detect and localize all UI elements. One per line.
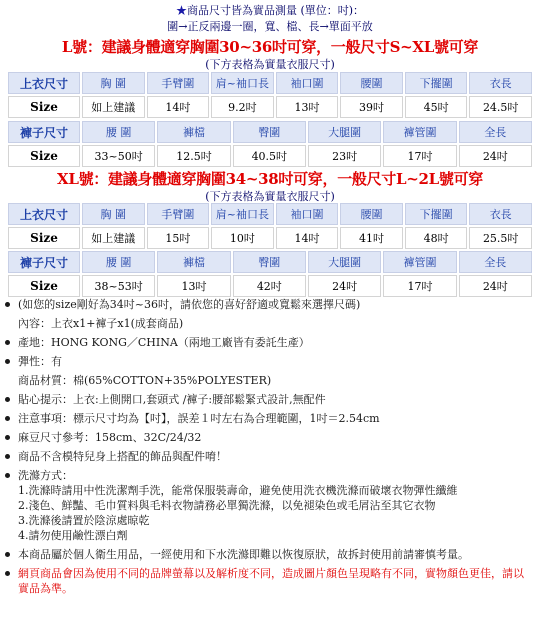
table-header-cell: 上衣尺寸 (8, 72, 80, 94)
measure-method-note: 圍→正反兩邊一圈，寬、檔、長→單面平放 (167, 20, 373, 33)
size-xl-bottom-table (6, 249, 534, 299)
table-header-cell: 胸 圍 (82, 203, 145, 225)
table-header-cell: 手臂圍 (147, 203, 210, 225)
table-header-cell: 全長 (459, 251, 532, 273)
size-xl-title: XL號：建議身體適穿胸圍34~38吋可穿，一般尺寸L~2L號可穿 (56, 170, 483, 188)
table-header-row (8, 251, 532, 273)
table-cell: 如上建議 (82, 227, 145, 249)
table-row (8, 227, 532, 249)
hygiene-text: 本商品屬於個人衛生用品，一經使用和下水洗滌即難以恢復原狀，故拆封使用前請審慎考量。 (18, 548, 469, 561)
table-cell: 23吋 (308, 145, 381, 167)
table-header-cell: 大腿圍 (308, 121, 381, 143)
table-cell: 如上建議 (82, 96, 145, 118)
list-item (0, 335, 530, 350)
list-item (0, 566, 530, 596)
table-cell: 40.5吋 (233, 145, 306, 167)
list-item (0, 316, 530, 331)
origin-text: 產地：HONG KONG／CHINA（兩地工廠皆有委託生產） (18, 336, 310, 349)
list-item (0, 297, 530, 312)
bullet-icon (5, 397, 10, 402)
table-cell: Size (8, 145, 80, 167)
table-header-cell: 褲管圍 (383, 121, 456, 143)
table-cell: Size (8, 275, 80, 297)
table-cell: 24吋 (459, 275, 532, 297)
table-cell: 41吋 (340, 227, 403, 249)
model-size-text: 麻豆尺寸參考：158cm、32C/24/32 (18, 431, 202, 444)
table-cell: 38~53吋 (82, 275, 155, 297)
table-cell: 17吋 (383, 275, 456, 297)
material-text: 商品材質：棉(65%COTTON+35%POLYESTER) (18, 374, 272, 387)
elastic-text: 彈性：有 (18, 355, 62, 368)
bullet-icon (5, 359, 10, 364)
list-item (0, 354, 530, 369)
list-item (0, 468, 530, 543)
table-cell: 14吋 (276, 227, 339, 249)
table-header-cell: 肩~袖口長 (211, 72, 274, 94)
table-cell: Size (8, 227, 80, 249)
wash-step: 2.淺色、鮮豔、毛巾質料與毛料衣物請務必單獨洗滌，以免褪染色或毛屑沾至其它衣物 (18, 499, 436, 512)
table-row (8, 275, 532, 297)
bullet-icon (5, 340, 10, 345)
wash-step: 4.請勿使用鹼性漂白劑 (18, 529, 128, 542)
size-l-subtitle: (下方表格為實量衣服尺寸) (205, 58, 335, 71)
table-header-cell: 褲檔 (157, 121, 230, 143)
content-text: 內容：上衣x1+褲子x1(成套商品) (18, 317, 184, 330)
table-row (8, 145, 532, 167)
list-item (0, 547, 530, 562)
table-header-cell: 袖口圍 (276, 72, 339, 94)
size-l-top-table (6, 70, 534, 120)
measure-unit-note: ★商品尺寸皆為實品測量 (單位：吋)： (175, 4, 365, 17)
table-header-cell: 褲檔 (157, 251, 230, 273)
table-cell: 13吋 (157, 275, 230, 297)
table-header-cell: 衣長 (469, 72, 532, 94)
table-cell: 14吋 (147, 96, 210, 118)
table-row (8, 96, 532, 118)
size-l-title: L號：建議身體適穿胸圍30~36吋可穿，一般尺寸S~XL號可穿 (61, 38, 479, 56)
table-header-cell: 褲子尺寸 (8, 251, 80, 273)
table-cell: 39吋 (340, 96, 403, 118)
table-cell: 42吋 (233, 275, 306, 297)
table-header-row (8, 72, 532, 94)
table-header-cell: 褲管圍 (383, 251, 456, 273)
wash-title: 洗滌方式： (18, 469, 73, 482)
star-icon: ★ (175, 4, 187, 17)
bullet-icon (5, 416, 10, 421)
size-l-bottom-table (6, 119, 534, 169)
color-disclaimer-text: 網頁商品會因為使用不同的品牌螢幕以及解析度不同，造成圖片顏色呈現略有不同，實物顏色更佳，請以實品為準。 (18, 567, 524, 595)
accessories-text: 商品不含模特兒身上搭配的飾品與配件唷！ (18, 450, 227, 463)
table-header-cell: 上衣尺寸 (8, 203, 80, 225)
table-cell: 25.5吋 (469, 227, 532, 249)
table-header-cell: 臀圍 (233, 121, 306, 143)
list-item (0, 449, 530, 464)
table-cell: 33~50吋 (82, 145, 155, 167)
table-header-cell: 全長 (459, 121, 532, 143)
table-cell: Size (8, 96, 80, 118)
table-cell: 9.2吋 (211, 96, 274, 118)
product-notes-list (0, 297, 530, 600)
wash-step: 1.洗滌時請用中性洗潔劑手洗，能常保服裝壽命，避免使用洗衣機洗滌而破壞衣物彈性纖維 (18, 484, 458, 497)
table-cell: 17吋 (383, 145, 456, 167)
tip-text: 貼心提示：上衣:上側開口,套頭式 /褲子:腰部鬆緊式設計,無配件 (18, 393, 326, 406)
table-cell: 15吋 (147, 227, 210, 249)
list-item (0, 392, 530, 407)
caution-text: 注意事項：標示尺寸均為【吋】，誤差１吋左右為合理範圍，1吋＝2.54cm (18, 412, 380, 425)
table-header-cell: 大腿圍 (308, 251, 381, 273)
table-cell: 48吋 (405, 227, 468, 249)
table-header-cell: 手臂圍 (147, 72, 210, 94)
list-item (0, 411, 530, 426)
table-header-cell: 胸 圍 (82, 72, 145, 94)
bullet-icon (5, 302, 10, 307)
table-cell: 13吋 (276, 96, 339, 118)
table-header-cell: 袖口圍 (276, 203, 339, 225)
table-header-cell: 臀圍 (233, 251, 306, 273)
table-header-cell: 肩~袖口長 (211, 203, 274, 225)
bullet-icon (5, 552, 10, 557)
size-xl-subtitle: (下方表格為實量衣服尺寸) (205, 190, 335, 203)
table-header-cell: 褲子尺寸 (8, 121, 80, 143)
table-header-cell: 下擺圍 (405, 203, 468, 225)
bullet-icon (5, 454, 10, 459)
table-cell: 24吋 (459, 145, 532, 167)
table-cell: 10吋 (211, 227, 274, 249)
table-cell: 24吋 (308, 275, 381, 297)
table-header-row (8, 121, 532, 143)
wash-step: 3.洗滌後請置於陰涼處晾乾 (18, 514, 150, 527)
table-cell: 45吋 (405, 96, 468, 118)
table-cell: 24.5吋 (469, 96, 532, 118)
bullet-icon (5, 473, 10, 478)
table-header-cell: 腰圍 (340, 203, 403, 225)
bullet-icon (5, 435, 10, 440)
table-header-row (8, 203, 532, 225)
table-header-cell: 腰 圍 (82, 251, 155, 273)
table-header-cell: 腰 圍 (82, 121, 155, 143)
table-cell: 12.5吋 (157, 145, 230, 167)
size-hint-text: (如您的size剛好為34吋~36吋，請依您的喜好舒適或寬鬆來選擇尺碼) (18, 298, 361, 311)
table-header-cell: 下擺圍 (405, 72, 468, 94)
list-item (0, 430, 530, 445)
list-item (0, 373, 530, 388)
size-xl-top-table (6, 201, 534, 251)
table-header-cell: 衣長 (469, 203, 532, 225)
bullet-icon (5, 571, 10, 576)
table-header-cell: 腰圍 (340, 72, 403, 94)
